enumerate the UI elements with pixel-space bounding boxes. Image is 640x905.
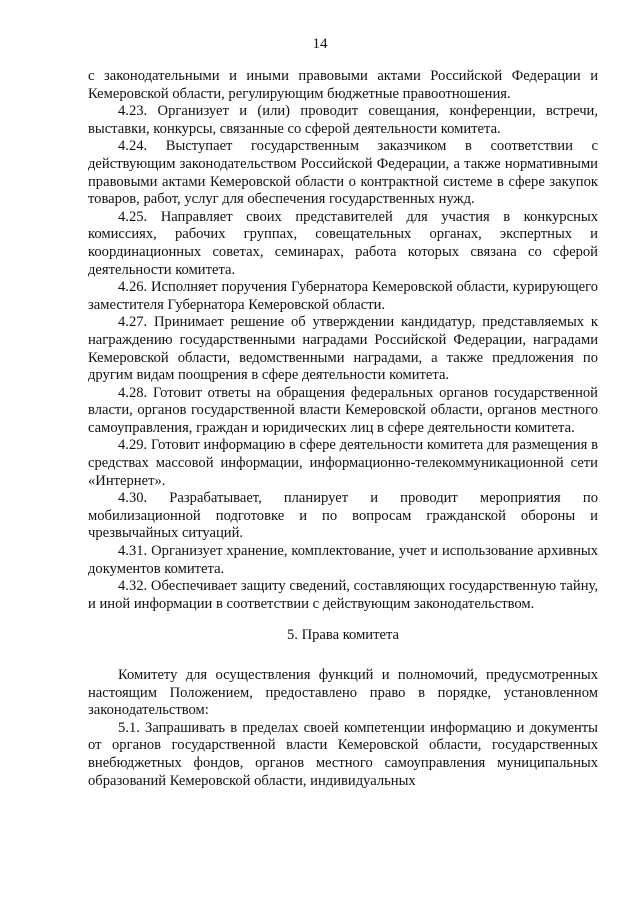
paragraph-4-29: 4.29. Готовит информацию в сфере деятельности комитета для размещения в средствах массовой информации, информационно-телекоммуникационной сети «Интернет». [88,437,598,489]
paragraph-5-1: 5.1. Запрашивать в пределах своей компетенции информацию и документы от органов государственной власти Кемеровской области, государственных внебюджетных фондов, органов местного самоуправления муниципальных образований Кемеровской области, индивидуальных [88,719,598,789]
section-heading: 5. Права комитета [286,627,400,644]
paragraph-4-25: 4.25. Направляет своих представителей для участия в конкурсных комиссиях, рабочих группах, совещательных органах, экспертных и координационных советах, семинарах, работа которых связана со сферой деятельности комитета. [88,208,598,278]
paragraph-4-28: 4.28. Готовит ответы на обращения федеральных органов государственной власти, органов государственной власти Кемеровской области, органов местного самоуправления, граждан и юридических лиц в сфере деятельности комитета. [88,384,598,436]
paragraph-4-24: 4.24. Выступает государственным заказчиком в соответствии с действующим законодательством Российской Федерации, а также нормативными правовыми актами Кемеровской области о контрактной системе в сфере закупок товаров, работ, услуг для обеспечения государственных нужд. [88,138,598,208]
paragraph-section-intro: Комитету для осуществления функций и полномочий, предусмотренных настоящим Положением, предоставлено право в порядке, установленном законодательством: [88,667,598,719]
page-number: 14 [312,36,328,52]
paragraph-4-32: 4.32. Обеспечивает защиту сведений, составляющих государственную тайну, и иной информации в соответствии с действующим законодательством. [88,578,598,612]
paragraph-continuation: с законодательными и иными правовыми актами Российской Федерации и Кемеровской области, регулирующим бюджетные правоотношения. [88,68,598,102]
paragraph-4-23: 4.23. Организует и (или) проводит совещания, конференции, встречи, выставки, конкурсы, связанные со сферой деятельности комитета. [88,103,598,137]
paragraph-4-30: 4.30. Разрабатывает, планирует и проводит мероприятия по мобилизационной подготовке и по вопросам гражданской обороны и чрезвычайных ситуаций. [88,490,598,542]
paragraph-4-31: 4.31. Организует хранение, комплектование, учет и использование архивных документов комитета. [88,543,598,577]
paragraph-4-26: 4.26. Исполняет поручения Губернатора Кемеровской области, курирующего заместителя Губернатора Кемеровской области. [88,279,598,313]
document-body [88,68,598,790]
paragraph-4-27: 4.27. Принимает решение об утверждении кандидатур, представляемых к награждению государственными наградами Российской Федерации, наградами Кемеровской области, ведомственными наградами, а также предложения по другим видам поощрения в сфере деятельности комитета. [88,314,598,384]
